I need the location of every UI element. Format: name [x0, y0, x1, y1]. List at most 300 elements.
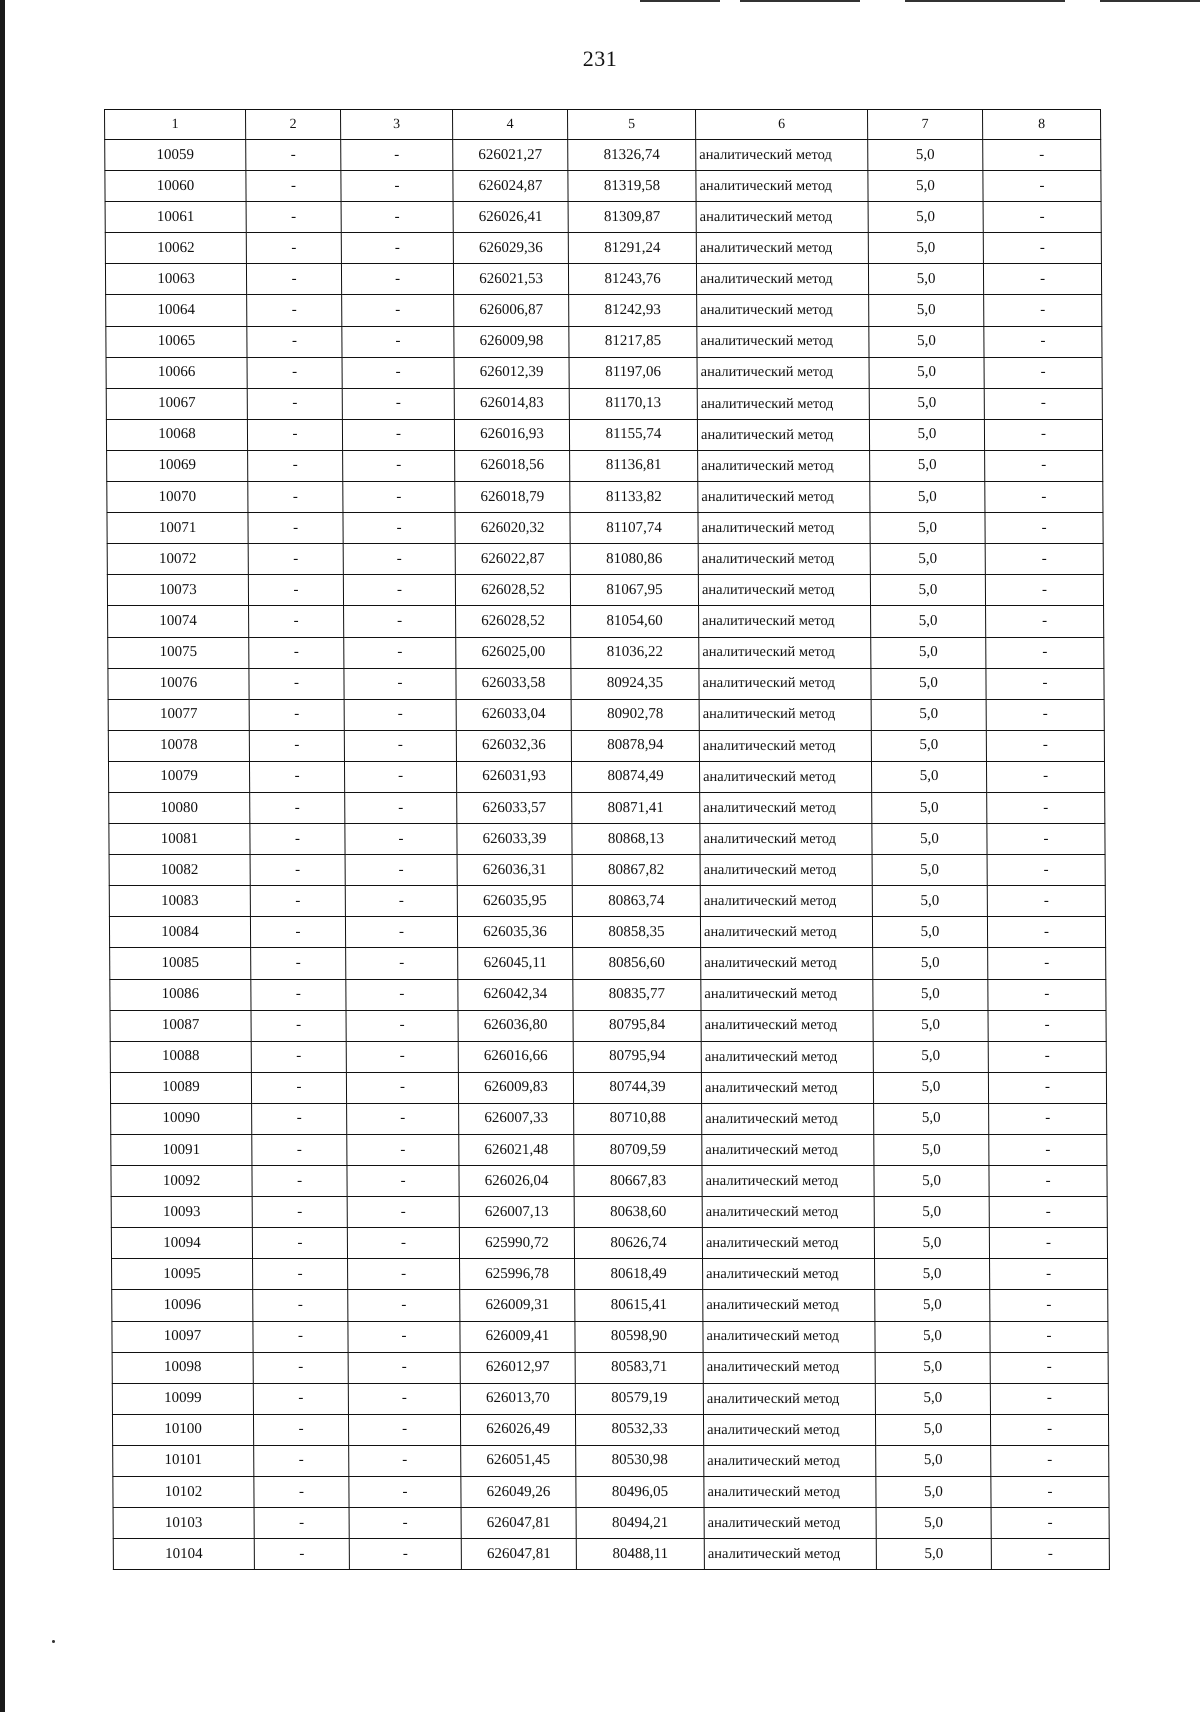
- accuracy-cell: 5,0: [872, 792, 987, 823]
- method-cell: аналитический метод: [697, 419, 869, 450]
- column-8-cell: -: [987, 792, 1105, 823]
- point-number-cell: 10083: [109, 886, 250, 917]
- x-coordinate-cell: 626024,87: [453, 171, 568, 202]
- accuracy-cell: 5,0: [876, 1445, 991, 1476]
- column-3-cell: -: [345, 917, 457, 948]
- column-2-cell: -: [247, 419, 342, 450]
- column-2-cell: -: [249, 730, 344, 761]
- table-row: [113, 1445, 1109, 1476]
- accuracy-cell: 5,0: [872, 917, 987, 948]
- column-3-cell: -: [343, 575, 455, 606]
- point-number-cell: 10067: [106, 388, 247, 419]
- x-coordinate-cell: 626021,27: [453, 140, 568, 171]
- x-coordinate-cell: 626032,36: [456, 730, 571, 761]
- method-cell: аналитический метод: [702, 1135, 874, 1166]
- column-header: 7: [868, 110, 983, 140]
- column-8-cell: -: [984, 388, 1102, 419]
- point-number-cell: 10075: [108, 637, 249, 668]
- accuracy-cell: 5,0: [872, 855, 987, 886]
- table-row: [106, 295, 1102, 326]
- accuracy-cell: 5,0: [872, 824, 987, 855]
- column-2-cell: -: [249, 668, 344, 699]
- column-2-cell: -: [246, 264, 341, 295]
- column-8-cell: -: [991, 1477, 1109, 1508]
- y-coordinate-cell: 80530,98: [576, 1445, 704, 1476]
- table-row: [110, 979, 1106, 1010]
- column-3-cell: -: [342, 388, 454, 419]
- y-coordinate-cell: 80496,05: [576, 1477, 704, 1508]
- column-8-cell: -: [986, 761, 1104, 792]
- y-coordinate-cell: 80532,33: [575, 1414, 703, 1445]
- column-3-cell: -: [342, 326, 454, 357]
- accuracy-cell: 5,0: [868, 233, 983, 264]
- column-8-cell: -: [986, 637, 1104, 668]
- point-number-cell: 10073: [107, 575, 248, 606]
- column-3-cell: -: [348, 1352, 460, 1383]
- accuracy-cell: 5,0: [870, 575, 985, 606]
- method-cell: аналитический метод: [701, 1041, 873, 1072]
- y-coordinate-cell: 81133,82: [570, 482, 698, 513]
- x-coordinate-cell: 626020,32: [455, 513, 570, 544]
- point-number-cell: 10101: [113, 1445, 254, 1476]
- x-coordinate-cell: 626018,56: [455, 450, 570, 481]
- column-2-cell: -: [250, 824, 345, 855]
- x-coordinate-cell: 626009,41: [460, 1321, 575, 1352]
- table-row: [105, 202, 1101, 233]
- y-coordinate-cell: 81309,87: [568, 202, 696, 233]
- accuracy-cell: 5,0: [873, 1072, 988, 1103]
- scan-left-edge: [0, 0, 5, 1712]
- column-8-cell: -: [989, 1228, 1107, 1259]
- accuracy-cell: 5,0: [876, 1508, 991, 1539]
- column-3-cell: -: [348, 1414, 460, 1445]
- point-number-cell: 10084: [109, 917, 250, 948]
- accuracy-cell: 5,0: [869, 419, 984, 450]
- y-coordinate-cell: 81217,85: [569, 326, 697, 357]
- column-2-cell: -: [250, 917, 345, 948]
- column-8-cell: -: [987, 917, 1105, 948]
- method-cell: аналитический метод: [699, 730, 871, 761]
- column-2-cell: -: [249, 637, 344, 668]
- column-3-cell: -: [348, 1383, 460, 1414]
- column-2-cell: -: [253, 1383, 348, 1414]
- x-coordinate-cell: 626028,52: [456, 606, 571, 637]
- method-cell: аналитический метод: [700, 824, 872, 855]
- x-coordinate-cell: 626035,95: [457, 886, 572, 917]
- x-coordinate-cell: 626029,36: [453, 233, 568, 264]
- y-coordinate-cell: 80583,71: [575, 1352, 703, 1383]
- table-row: [112, 1321, 1108, 1352]
- accuracy-cell: 5,0: [868, 140, 983, 171]
- table-row: [108, 637, 1104, 668]
- y-coordinate-cell: 81054,60: [571, 606, 699, 637]
- column-8-cell: -: [987, 886, 1105, 917]
- column-3-cell: -: [344, 637, 456, 668]
- table-row: [112, 1383, 1108, 1414]
- column-3-cell: -: [347, 1135, 459, 1166]
- x-coordinate-cell: 626009,31: [460, 1290, 575, 1321]
- table-row: [112, 1352, 1108, 1383]
- column-8-cell: -: [990, 1383, 1108, 1414]
- x-coordinate-cell: 626033,57: [457, 792, 572, 823]
- method-cell: аналитический метод: [697, 388, 869, 419]
- y-coordinate-cell: 81170,13: [569, 388, 697, 419]
- point-number-cell: 10060: [105, 171, 246, 202]
- table-row: [108, 761, 1104, 792]
- column-2-cell: -: [247, 326, 342, 357]
- x-coordinate-cell: 626016,93: [454, 419, 569, 450]
- accuracy-cell: 5,0: [873, 1041, 988, 1072]
- table-row: [105, 140, 1101, 171]
- column-2-cell: -: [248, 575, 343, 606]
- column-8-cell: -: [988, 1072, 1106, 1103]
- column-3-cell: -: [341, 171, 453, 202]
- point-number-cell: 10072: [107, 544, 248, 575]
- accuracy-cell: 5,0: [871, 668, 986, 699]
- x-coordinate-cell: 626031,93: [456, 761, 571, 792]
- column-header: 5: [568, 110, 696, 140]
- x-coordinate-cell: 626022,87: [455, 544, 570, 575]
- method-cell: аналитический метод: [704, 1445, 876, 1476]
- point-number-cell: 10094: [111, 1228, 252, 1259]
- column-3-cell: -: [344, 699, 456, 730]
- method-cell: аналитический метод: [696, 202, 868, 233]
- column-2-cell: -: [251, 1010, 346, 1041]
- table-row: [107, 513, 1103, 544]
- column-3-cell: -: [345, 886, 457, 917]
- page-number: 231: [582, 46, 618, 71]
- method-cell: аналитический метод: [701, 948, 873, 979]
- column-3-cell: -: [347, 1166, 459, 1197]
- table-header-row: [105, 110, 1101, 140]
- column-3-cell: -: [349, 1539, 461, 1570]
- x-coordinate-cell: 625996,78: [460, 1259, 575, 1290]
- accuracy-cell: 5,0: [868, 264, 983, 295]
- table-row: [107, 450, 1103, 481]
- x-coordinate-cell: 626047,81: [461, 1539, 576, 1570]
- column-2-cell: -: [246, 171, 341, 202]
- accuracy-cell: 5,0: [876, 1539, 991, 1570]
- table-row: [108, 668, 1104, 699]
- x-coordinate-cell: 626049,26: [461, 1477, 576, 1508]
- x-coordinate-cell: 626026,41: [453, 202, 568, 233]
- column-2-cell: -: [250, 855, 345, 886]
- method-cell: аналитический метод: [698, 575, 870, 606]
- point-number-cell: 10074: [108, 606, 249, 637]
- accuracy-cell: 5,0: [870, 544, 985, 575]
- column-2-cell: -: [254, 1508, 349, 1539]
- column-3-cell: -: [342, 419, 454, 450]
- table-row: [110, 1072, 1106, 1103]
- table-row: [110, 948, 1106, 979]
- y-coordinate-cell: 80868,13: [572, 824, 700, 855]
- column-2-cell: -: [251, 1072, 346, 1103]
- method-cell: аналитический метод: [703, 1321, 875, 1352]
- point-number-cell: 10103: [113, 1508, 254, 1539]
- method-cell: аналитический метод: [700, 792, 872, 823]
- y-coordinate-cell: 80710,88: [574, 1103, 702, 1134]
- column-8-cell: -: [991, 1539, 1109, 1570]
- y-coordinate-cell: 80494,21: [576, 1508, 704, 1539]
- accuracy-cell: 5,0: [870, 450, 985, 481]
- point-number-cell: 10092: [111, 1166, 252, 1197]
- x-coordinate-cell: 626009,98: [454, 326, 569, 357]
- x-coordinate-cell: 626033,39: [457, 824, 572, 855]
- column-2-cell: -: [254, 1539, 349, 1570]
- column-header: 3: [341, 110, 453, 140]
- method-cell: аналитический метод: [699, 761, 871, 792]
- x-coordinate-cell: 626014,83: [454, 388, 569, 419]
- column-2-cell: -: [249, 606, 344, 637]
- y-coordinate-cell: 80709,59: [574, 1135, 702, 1166]
- table-row: [107, 482, 1103, 513]
- scan-top-rule: [905, 0, 1065, 2]
- column-2-cell: -: [247, 388, 342, 419]
- column-3-cell: -: [346, 979, 458, 1010]
- y-coordinate-cell: 80924,35: [571, 668, 699, 699]
- column-header: 6: [696, 110, 868, 140]
- table-row: [112, 1414, 1108, 1445]
- y-coordinate-cell: 80878,94: [571, 730, 699, 761]
- x-coordinate-cell: 626009,83: [458, 1072, 573, 1103]
- point-number-cell: 10104: [113, 1539, 254, 1570]
- accuracy-cell: 5,0: [871, 637, 986, 668]
- point-number-cell: 10098: [112, 1352, 253, 1383]
- y-coordinate-cell: 80638,60: [574, 1197, 702, 1228]
- column-2-cell: -: [253, 1352, 348, 1383]
- y-coordinate-cell: 80863,74: [572, 886, 700, 917]
- column-3-cell: -: [348, 1290, 460, 1321]
- point-number-cell: 10063: [105, 264, 246, 295]
- point-number-cell: 10090: [111, 1103, 252, 1134]
- column-3-cell: -: [343, 450, 455, 481]
- column-8-cell: -: [985, 513, 1103, 544]
- y-coordinate-cell: 80835,77: [573, 979, 701, 1010]
- point-number-cell: 10076: [108, 668, 249, 699]
- column-3-cell: -: [343, 544, 455, 575]
- method-cell: аналитический метод: [697, 357, 869, 388]
- y-coordinate-cell: 80795,94: [573, 1041, 701, 1072]
- column-8-cell: -: [990, 1321, 1108, 1352]
- column-8-cell: -: [986, 699, 1104, 730]
- table-row: [108, 730, 1104, 761]
- column-8-cell: -: [991, 1508, 1109, 1539]
- table-row: [110, 1041, 1106, 1072]
- method-cell: аналитический метод: [703, 1290, 875, 1321]
- accuracy-cell: 5,0: [869, 326, 984, 357]
- column-3-cell: -: [346, 1072, 458, 1103]
- method-cell: аналитический метод: [697, 295, 869, 326]
- point-number-cell: 10062: [105, 233, 246, 264]
- column-8-cell: -: [984, 326, 1102, 357]
- column-8-cell: -: [985, 575, 1103, 606]
- point-number-cell: 10097: [112, 1321, 253, 1352]
- point-number-cell: 10068: [106, 419, 247, 450]
- point-number-cell: 10087: [110, 1010, 251, 1041]
- column-3-cell: -: [342, 357, 454, 388]
- table-row: [113, 1508, 1109, 1539]
- column-2-cell: -: [249, 699, 344, 730]
- y-coordinate-cell: 80744,39: [573, 1072, 701, 1103]
- column-8-cell: -: [983, 233, 1101, 264]
- x-coordinate-cell: 626012,39: [454, 357, 569, 388]
- accuracy-cell: 5,0: [875, 1259, 990, 1290]
- column-8-cell: -: [986, 730, 1104, 761]
- column-3-cell: -: [347, 1228, 459, 1259]
- accuracy-cell: 5,0: [871, 761, 986, 792]
- method-cell: аналитический метод: [703, 1383, 875, 1414]
- column-3-cell: -: [349, 1508, 461, 1539]
- column-8-cell: -: [983, 264, 1101, 295]
- y-coordinate-cell: 80488,11: [576, 1539, 704, 1570]
- column-3-cell: -: [346, 948, 458, 979]
- y-coordinate-cell: 81107,74: [570, 513, 698, 544]
- method-cell: аналитический метод: [696, 140, 868, 171]
- method-cell: аналитический метод: [700, 886, 872, 917]
- method-cell: аналитический метод: [698, 513, 870, 544]
- accuracy-cell: 5,0: [875, 1383, 990, 1414]
- column-8-cell: -: [989, 1166, 1107, 1197]
- column-2-cell: -: [247, 357, 342, 388]
- y-coordinate-cell: 81197,06: [569, 357, 697, 388]
- column-8-cell: -: [984, 357, 1102, 388]
- column-3-cell: -: [348, 1259, 460, 1290]
- table-body: [105, 140, 1110, 1570]
- table-row: [111, 1135, 1107, 1166]
- accuracy-cell: 5,0: [875, 1352, 990, 1383]
- point-number-cell: 10091: [111, 1135, 252, 1166]
- table-row: [106, 326, 1102, 357]
- point-number-cell: 10093: [111, 1197, 252, 1228]
- point-number-cell: 10082: [109, 855, 250, 886]
- method-cell: аналитический метод: [699, 637, 871, 668]
- method-cell: аналитический метод: [701, 1072, 873, 1103]
- method-cell: аналитический метод: [702, 1197, 874, 1228]
- column-2-cell: -: [253, 1414, 348, 1445]
- y-coordinate-cell: 81243,76: [568, 264, 696, 295]
- method-cell: аналитический метод: [704, 1477, 876, 1508]
- column-8-cell: -: [990, 1352, 1108, 1383]
- column-8-cell: -: [990, 1259, 1108, 1290]
- method-cell: аналитический метод: [704, 1508, 876, 1539]
- column-3-cell: -: [341, 233, 453, 264]
- x-coordinate-cell: 626016,66: [458, 1041, 573, 1072]
- method-cell: аналитический метод: [699, 606, 871, 637]
- point-number-cell: 10102: [113, 1477, 254, 1508]
- point-number-cell: 10080: [109, 792, 250, 823]
- point-number-cell: 10078: [108, 730, 249, 761]
- y-coordinate-cell: 80871,41: [572, 792, 700, 823]
- column-2-cell: -: [254, 1477, 349, 1508]
- table-row: [111, 1103, 1107, 1134]
- column-2-cell: -: [252, 1228, 347, 1259]
- point-number-cell: 10096: [112, 1290, 253, 1321]
- scan-top-rule: [1100, 0, 1200, 2]
- x-coordinate-cell: 626028,52: [455, 575, 570, 606]
- column-3-cell: -: [348, 1321, 460, 1352]
- column-2-cell: -: [252, 1197, 347, 1228]
- accuracy-cell: 5,0: [873, 1010, 988, 1041]
- accuracy-cell: 5,0: [875, 1290, 990, 1321]
- x-coordinate-cell: 625990,72: [459, 1228, 574, 1259]
- accuracy-cell: 5,0: [874, 1197, 989, 1228]
- accuracy-cell: 5,0: [874, 1228, 989, 1259]
- column-2-cell: -: [251, 979, 346, 1010]
- column-2-cell: -: [251, 948, 346, 979]
- column-8-cell: -: [984, 419, 1102, 450]
- table-row: [109, 855, 1105, 886]
- method-cell: аналитический метод: [697, 326, 869, 357]
- x-coordinate-cell: 626026,04: [459, 1166, 574, 1197]
- point-number-cell: 10059: [105, 140, 246, 171]
- column-3-cell: -: [346, 1041, 458, 1072]
- column-8-cell: -: [984, 295, 1102, 326]
- table-row: [112, 1290, 1108, 1321]
- accuracy-cell: 5,0: [868, 202, 983, 233]
- column-2-cell: -: [253, 1259, 348, 1290]
- method-cell: аналитический метод: [700, 855, 872, 886]
- method-cell: аналитический метод: [696, 171, 868, 202]
- point-number-cell: 10065: [106, 326, 247, 357]
- column-8-cell: -: [988, 979, 1106, 1010]
- x-coordinate-cell: 626006,87: [454, 295, 569, 326]
- y-coordinate-cell: 80795,84: [573, 1010, 701, 1041]
- table-row: [106, 357, 1102, 388]
- method-cell: аналитический метод: [699, 668, 871, 699]
- column-2-cell: -: [250, 792, 345, 823]
- y-coordinate-cell: 81080,86: [570, 544, 698, 575]
- point-number-cell: 10061: [105, 202, 246, 233]
- scan-speck: [52, 1640, 55, 1643]
- column-3-cell: -: [345, 792, 457, 823]
- y-coordinate-cell: 80874,49: [571, 761, 699, 792]
- column-2-cell: -: [254, 1445, 349, 1476]
- column-3-cell: -: [349, 1445, 461, 1476]
- y-coordinate-cell: 81319,58: [568, 171, 696, 202]
- column-8-cell: -: [985, 482, 1103, 513]
- method-cell: аналитический метод: [698, 544, 870, 575]
- column-3-cell: -: [349, 1477, 461, 1508]
- table-row: [111, 1228, 1107, 1259]
- x-coordinate-cell: 626036,31: [457, 855, 572, 886]
- column-2-cell: -: [252, 1103, 347, 1134]
- column-8-cell: -: [987, 855, 1105, 886]
- point-number-cell: 10077: [108, 699, 249, 730]
- column-3-cell: -: [344, 606, 456, 637]
- method-cell: аналитический метод: [704, 1539, 876, 1570]
- x-coordinate-cell: 626051,45: [461, 1445, 576, 1476]
- column-8-cell: -: [985, 544, 1103, 575]
- y-coordinate-cell: 80598,90: [575, 1321, 703, 1352]
- column-3-cell: -: [341, 202, 453, 233]
- table-row: [108, 606, 1104, 637]
- column-2-cell: -: [248, 450, 343, 481]
- method-cell: аналитический метод: [702, 1103, 874, 1134]
- point-number-cell: 10099: [112, 1383, 253, 1414]
- y-coordinate-cell: 80856,60: [573, 948, 701, 979]
- accuracy-cell: 5,0: [874, 1166, 989, 1197]
- method-cell: аналитический метод: [703, 1259, 875, 1290]
- y-coordinate-cell: 80867,82: [572, 855, 700, 886]
- y-coordinate-cell: 80579,19: [575, 1383, 703, 1414]
- accuracy-cell: 5,0: [871, 730, 986, 761]
- accuracy-cell: 5,0: [869, 357, 984, 388]
- method-cell: аналитический метод: [698, 482, 870, 513]
- column-3-cell: -: [347, 1103, 459, 1134]
- point-number-cell: 10100: [112, 1414, 253, 1445]
- table-row: [111, 1197, 1107, 1228]
- method-cell: аналитический метод: [698, 450, 870, 481]
